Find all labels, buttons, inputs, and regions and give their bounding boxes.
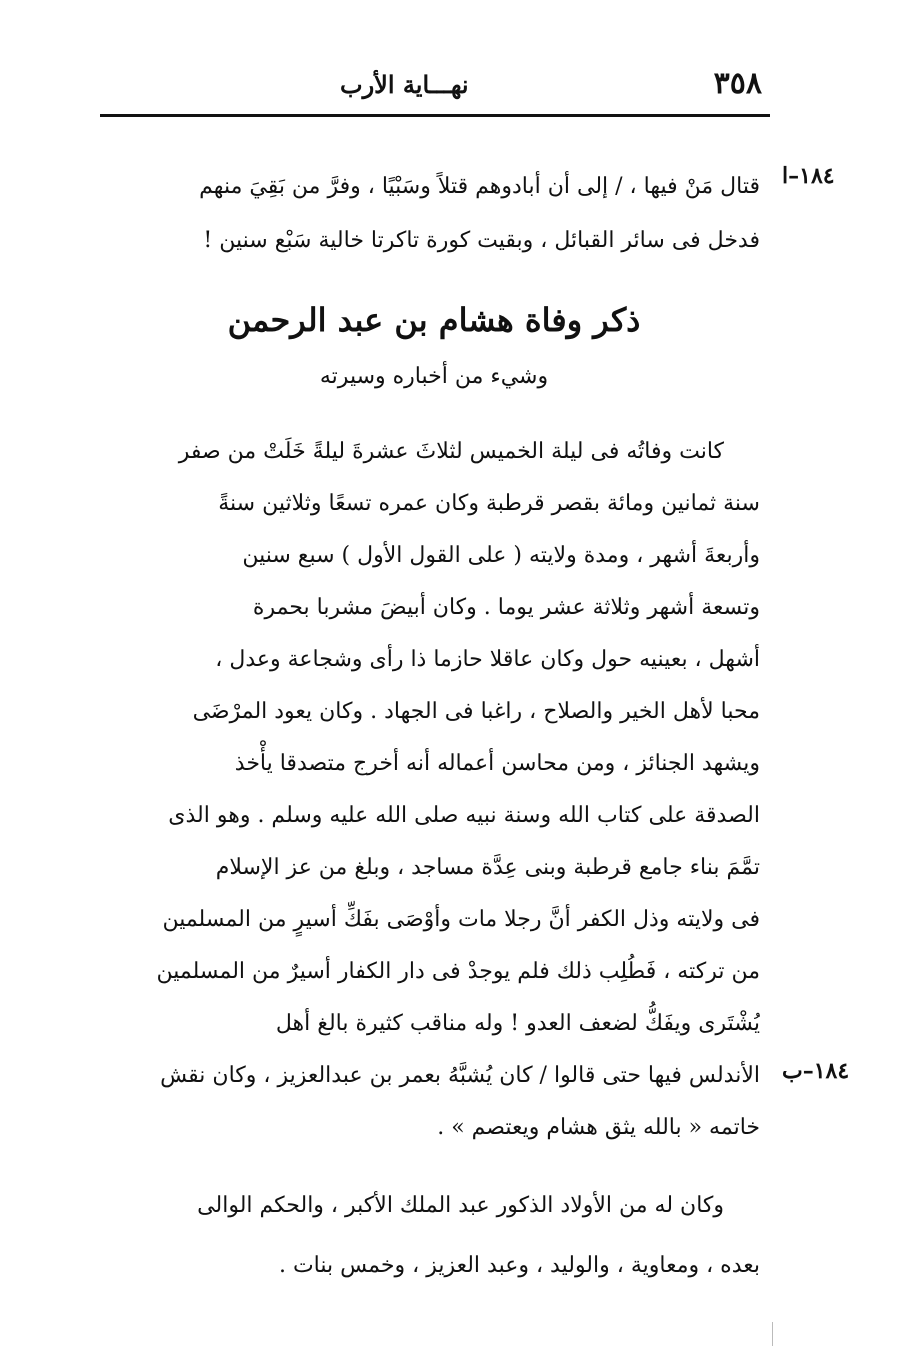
main-line: أشهل ، بعينيه حول وكان عاقلا حازما ذا رأى وشجاعة وعدل ،: [215, 647, 760, 672]
final-paragraph: [108, 1176, 760, 1296]
main-line: تمَّمَ بناء جامع قرطبة وبنى عِدَّة مساجد ، وبلغ من عز الإسلام: [215, 855, 760, 880]
main-line: الأندلس فيها حتى قالوا / كان يُشبَّهُ بعمر بن عبدالعزيز ، وكان نقش: [160, 1063, 760, 1088]
main-line: خاتمه « بالله يثق هشام ويعتصم » .: [437, 1115, 760, 1140]
main-line: من تركته ، فَطُلِب ذلك فلم يوجدْ فى دار الكفار أسيرٌ من المسلمين: [156, 959, 760, 984]
main-paragraph: [108, 426, 760, 1154]
header-rule: [100, 114, 770, 117]
intro-paragraph: [108, 160, 760, 268]
main-line: محبا لأهل الخير والصلاح ، راغبا فى الجهاد . وكان يعود المرْضَى: [192, 699, 760, 724]
section-subheading: وشيء من أخباره وسيرته: [319, 364, 549, 389]
page-edge-mark: [772, 1322, 773, 1346]
margin-note-b: ١٨٤–ب: [782, 1058, 850, 1084]
intro-line: فدخل فى سائر القبائل ، وبقيت كورة تاكرتا خالية سَبْع سنين !: [203, 228, 760, 253]
main-line: وأربعةَ أشهر ، ومدة ولايته ( على القول الأول ) سبع سنين: [242, 543, 760, 568]
running-title: نهـــاية الأرب: [340, 70, 469, 99]
main-line: كانت وفاتُه فى ليلة الخميس لثلاثَ عشرةَ ليلةً خَلَتْ من صفر: [178, 439, 724, 464]
main-line: ويشهد الجنائز ، ومن محاسن أعماله أنه أخرج متصدقا يأْخذ: [234, 751, 760, 776]
page-header: [100, 66, 770, 106]
final-line: بعده ، ومعاوية ، والوليد ، وعبد العزيز ، وخمس بنات .: [278, 1253, 760, 1278]
section-heading: ذكر وفاة هشام بن عبد الرحمن: [227, 301, 641, 339]
main-line: يُشْتَرى ويفَكُّ لضعف العدو ! وله مناقب كثيرة بالغ أهل: [275, 1011, 760, 1036]
main-line: فى ولايته وذل الكفر أنَّ رجلا مات وأوْصَى بفَكِّ أسيرٍ من المسلمين: [162, 907, 760, 932]
page-number: ٣٥٨: [713, 66, 762, 101]
main-line: سنة ثمانين ومائة بقصر قرطبة وكان عمره تسعًا وثلاثين سنةً: [218, 491, 760, 516]
final-line: وكان له من الأولاد الذكور عبد الملك الأكبر ، والحكم الوالى: [197, 1193, 724, 1218]
margin-note-a: ١٨٤–ا: [782, 163, 835, 189]
intro-line: قتال مَنْ فيها ، / إلى أن أبادوهم قتلاً وسَبْيًا ، وفرَّ من بَقِيَ منهم: [199, 174, 760, 199]
main-line: الصدقة على كتاب الله وسنة نبيه صلى الله عليه وسلم . وهو الذى: [168, 803, 760, 828]
main-line: وتسعة أشهر وثلاثة عشر يوما . وكان أبيضَ مشربا بحمرة: [252, 595, 760, 620]
